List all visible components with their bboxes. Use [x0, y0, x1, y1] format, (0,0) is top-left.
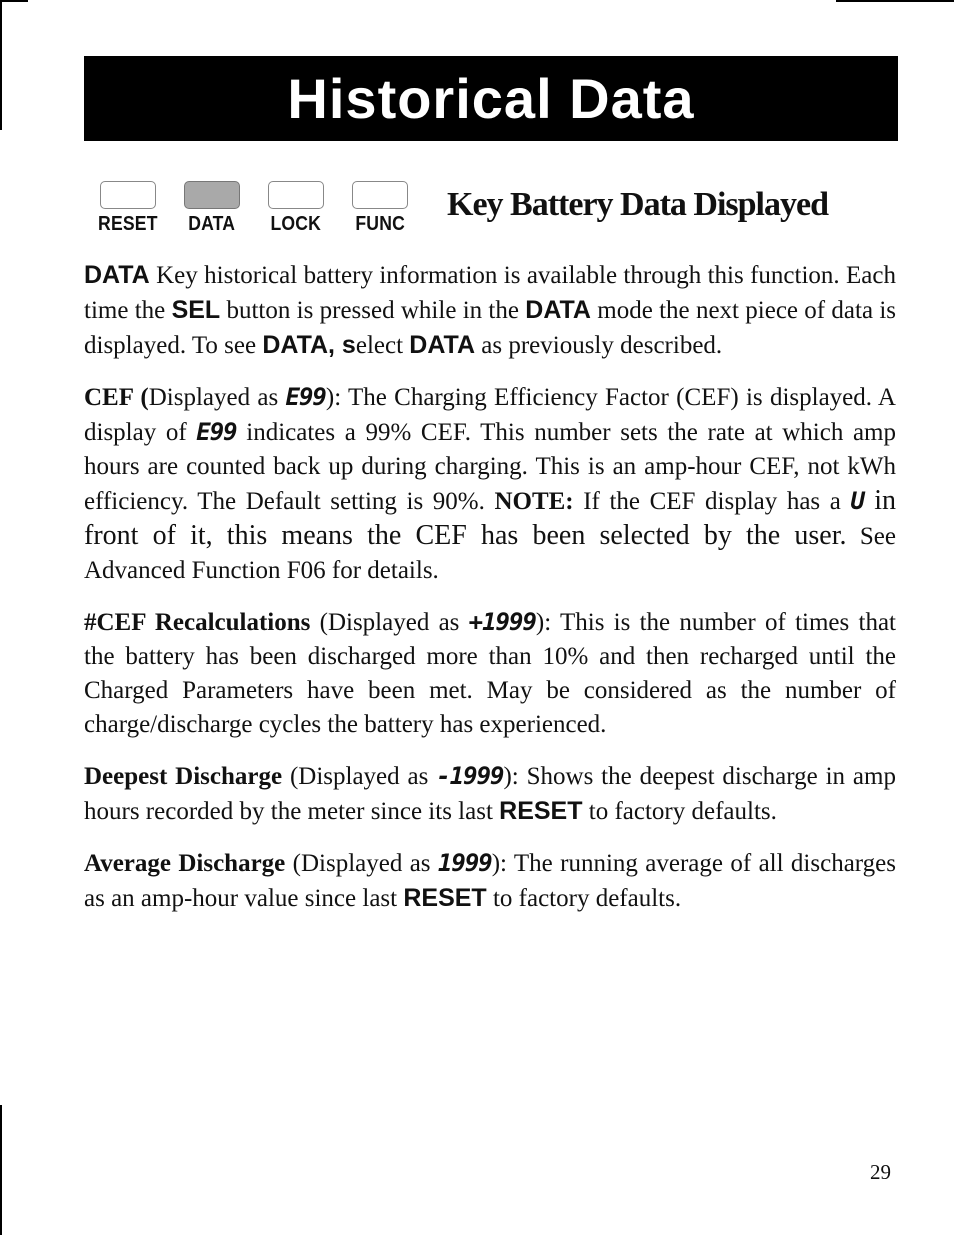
func-key-label: FUNC	[355, 213, 405, 235]
crop-mark-top-left-horizontal	[0, 0, 28, 2]
intro-paragraph: DATA Key historical battery information is available through this function. Each time the SEL button is pressed while in the DATA mode the next piece of data is displayed. To see DATA, select DATA as previously described.	[84, 261, 897, 359]
cef-paragraph: CEF (Displayed as E99): The Charging Efficiency Factor (CEF) is displayed. A display of E99 indicates a 99% CEF. This number sets the rate at which amp hours are counted back up during charging. This is an amp-hour CEF, not kWh efficiency. The Default setting is 90%. NOTE: If the CEF display has a U in front of it, this means the CEF has been selected by the user. See Advanced Function F06 for details.	[84, 383, 897, 584]
body-text	[84, 258, 896, 933]
display-readout: -1999	[436, 762, 504, 790]
crop-mark-bottom-left	[0, 1105, 2, 1235]
average-discharge-paragraph: Average Discharge (Displayed as 1999): The running average of all discharges as an amp-hour value since last RESET to factory defaults.	[84, 849, 896, 912]
lock-key-label: LOCK	[270, 213, 322, 235]
display-readout: U	[850, 487, 864, 515]
data-key-button-highlighted	[184, 181, 240, 209]
section-heading: Key Battery Data Displayed	[447, 186, 829, 223]
data-keyword: DATA, s	[262, 331, 356, 359]
key-lock	[254, 181, 338, 236]
recalc-term: #CEF Recalculations	[84, 609, 311, 636]
reset-key-label: RESET	[98, 213, 158, 235]
display-readout: +1999	[468, 608, 536, 636]
deepest-discharge-paragraph: Deepest Discharge (Displayed as -1999): Shows the deepest discharge in amp hours recorded by the meter since its last RESET to factory defaults.	[84, 762, 896, 825]
display-readout: E99	[285, 383, 326, 411]
data-keyword: DATA	[84, 261, 150, 289]
page-title: Historical Data	[287, 67, 695, 130]
page-number: 29	[870, 1160, 891, 1184]
display-readout: 1999	[437, 849, 492, 877]
crop-mark-top-right	[836, 0, 954, 2]
display-readout: E99	[196, 418, 237, 446]
key-func	[338, 181, 422, 236]
crop-mark-top-left-vertical	[0, 0, 2, 130]
data-key-label: DATA	[188, 213, 236, 235]
cef-term: CEF	[84, 384, 134, 411]
title-banner	[84, 56, 898, 141]
lock-key-button	[268, 181, 324, 209]
data-keyword: DATA	[525, 296, 591, 324]
func-key-button	[352, 181, 408, 209]
cef-recalculations-paragraph: #CEF Recalculations (Displayed as +1999): This is the number of times that the battery has been discharged more than 10% and then recharged until the Charged Parameters have been met. May be considered as the number of charge/discharge cycles the battery has experienced.	[84, 608, 896, 738]
deepest-term: Deepest Discharge	[84, 763, 283, 790]
reset-keyword: RESET	[403, 884, 487, 912]
key-reset	[86, 181, 170, 236]
data-keyword: DATA	[409, 331, 476, 359]
reset-keyword: RESET	[499, 797, 583, 825]
key-data	[170, 181, 254, 236]
note-label: NOTE:	[494, 488, 574, 515]
keypad-diagram	[86, 181, 422, 236]
reset-key-button	[100, 181, 156, 209]
average-term: Average Discharge	[84, 850, 286, 877]
sel-keyword: SEL	[171, 296, 221, 324]
